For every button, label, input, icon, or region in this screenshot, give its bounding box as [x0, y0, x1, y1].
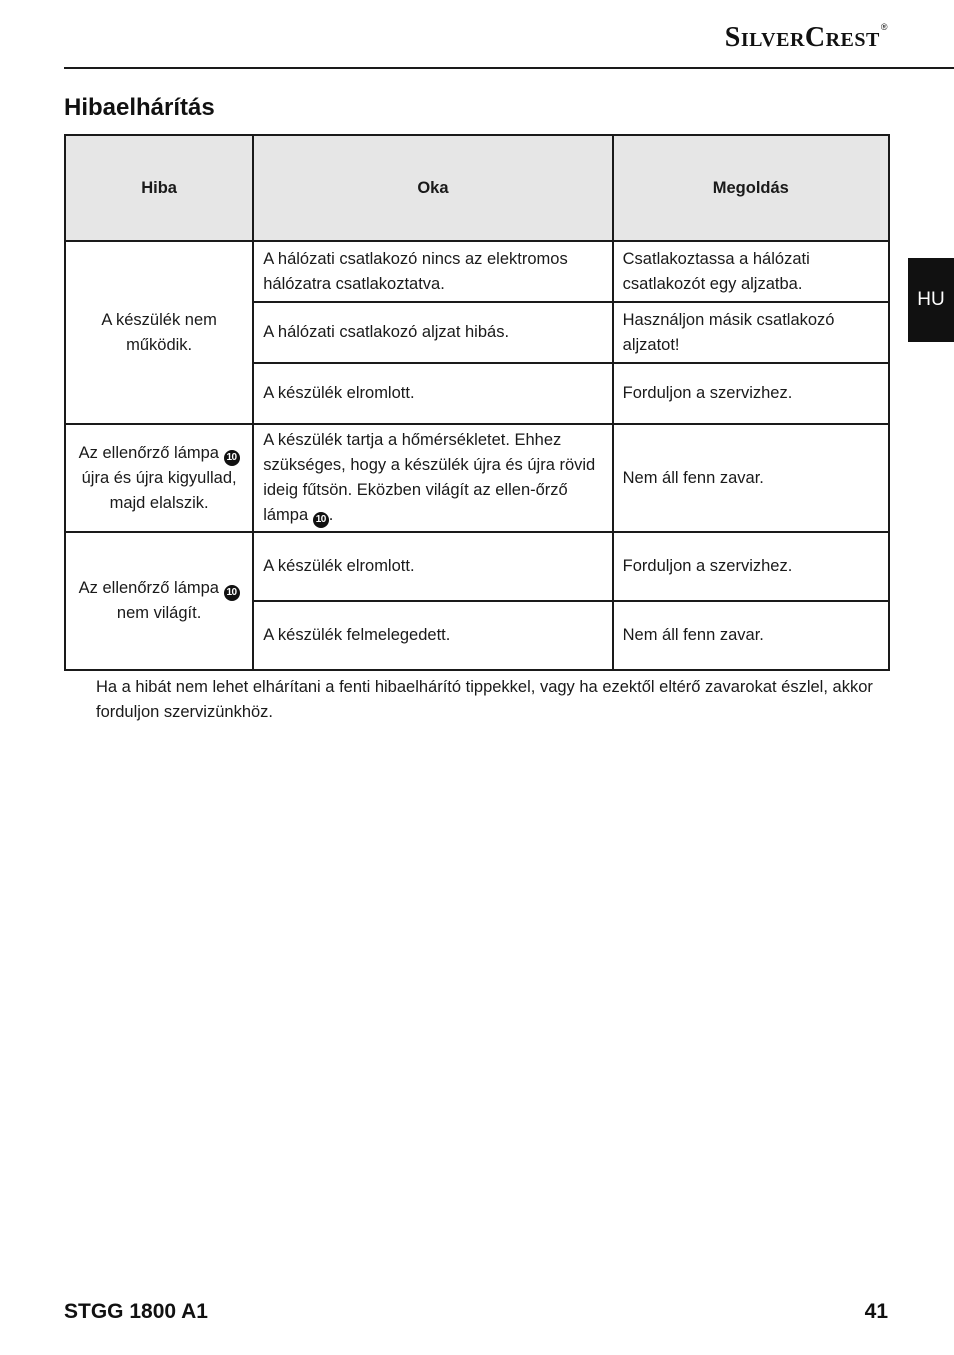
megoldas-cell: Csatlakoztassa a hálózati csatlakozót egy aljzatba. [613, 241, 889, 302]
ref-10-icon: 10 [224, 585, 240, 601]
megoldas-cell: Forduljon a szervizhez. [613, 532, 889, 601]
table-row [65, 532, 889, 601]
oka-cell: A készülék elromlott. [253, 532, 612, 601]
language-tab: HU [908, 258, 954, 342]
megoldas-cell: Használjon másik csatlakozó aljzatot! [613, 302, 889, 363]
table-header-row [65, 135, 889, 241]
footer-model: STGG 1800 A1 [64, 1300, 208, 1323]
page-number: 41 [864, 1300, 888, 1323]
oka-cell: A készülék elromlott. [253, 363, 612, 424]
brand-logo: SilverCrest® [724, 22, 888, 53]
megoldas-cell: Nem áll fenn zavar. [613, 424, 889, 532]
header-hiba: Hiba [65, 135, 253, 241]
table-row [65, 424, 889, 532]
table-row [65, 241, 889, 302]
service-note: Ha a hibát nem lehet elhárítani a fenti hibaelhárító tippekkel, vagy ha ezektől eltérő zavarokat észlel, akkor forduljon szervizünkhöz. [96, 678, 873, 721]
oka-cell: A készülék felmelegedett. [253, 601, 612, 670]
oka-cell: A készülék tartja a hőmérsékletet. Ehhez szükséges, hogy a készülék újra és újra rövid ideig fűtsön. Eközben világít az ellen-őrző lámpa 10 . [253, 424, 612, 532]
megoldas-cell: Forduljon a szervizhez. [613, 363, 889, 424]
oka-cell: A hálózati csatlakozó nincs az elektromos hálózatra csatlakoztatva. [253, 241, 612, 302]
troubleshooting-table [64, 134, 890, 671]
header-megoldas: Megoldás [613, 135, 889, 241]
ref-10-icon: 10 [224, 450, 240, 466]
hiba-cell: Az ellenőrző lámpa 10 újra és újra kigyullad, majd elalszik. [65, 424, 253, 532]
header-rule [64, 67, 954, 69]
oka-cell: A hálózati csatlakozó aljzat hibás. [253, 302, 612, 363]
megoldas-cell: Nem áll fenn zavar. [613, 601, 889, 670]
header-oka: Oka [253, 135, 612, 241]
ref-10-icon: 10 [313, 512, 329, 528]
hiba-cell: Az ellenőrző lámpa 10 nem világít. [65, 532, 253, 670]
hiba-cell: A készülék nem működik. [65, 241, 253, 424]
page-title: Hibaelhárítás [64, 94, 215, 121]
